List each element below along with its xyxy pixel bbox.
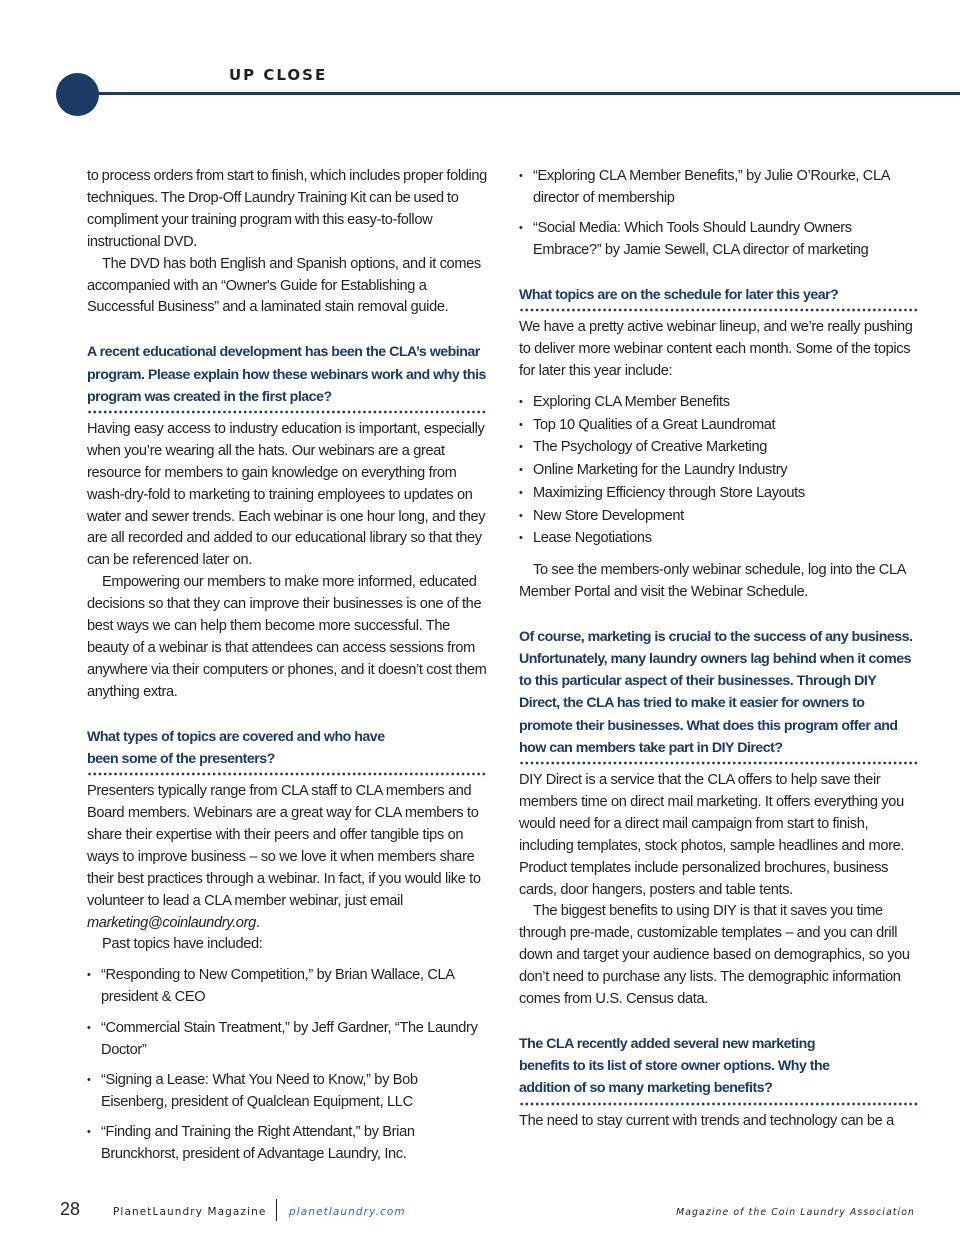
answer-paragraph: The biggest benefits to using DIY is that it saves you time through pre-made, customizable templates – and you can drill down and target your audience based on demographics, so you don’t need to purchase any lists. The demographic information comes from U.S. Census data. <box>519 903 910 1008</box>
answer-paragraph: We have a pretty active webinar lineup, and we’re really pushing to deliver more webinar content each month. Some of the topics for later this year include: <box>519 319 913 380</box>
section-title: UP CLOSE <box>229 66 328 84</box>
left-column <box>87 166 487 1166</box>
email-link[interactable]: marketing@coinlaundry.org <box>87 914 256 931</box>
past-topics-list-continued <box>519 166 919 262</box>
list-item: • “Exploring CLA Member Benefits,” by Julie O’Rourke, CLA director of membership <box>519 166 919 210</box>
website-link[interactable]: planetlaundry.com <box>289 1206 406 1218</box>
past-topics-list <box>87 965 487 1166</box>
answer-text: Presenters typically range from CLA staff to CLA members and Board members. Webinars are a great way for CLA members to share their expertise with their peers and offer tangible tips on ways to improve business – so we love it when members share their best practices through a webinar. In fact, if you would like to volunteer to lead a CLA member webinar, just email <box>87 783 481 909</box>
page-number: 28 <box>60 1199 81 1219</box>
list-item: • Online Marketing for the Laundry Industry <box>519 460 919 482</box>
upcoming-topics-list <box>519 392 919 550</box>
dotted-rule <box>87 771 487 777</box>
list-item: • “Finding and Training the Right Attendant,” by Brian Brunckhorst, president of Advantage Laundry, Inc. <box>87 1122 487 1166</box>
interview-question: A recent educational development has been the CLA’s webinar program. Please explain how these webinars work and why this program was created in the first place? <box>87 344 486 405</box>
dotted-rule <box>519 1101 919 1107</box>
footer-divider <box>276 1199 277 1221</box>
list-item: • Top 10 Qualities of a Great Laundromat <box>519 415 919 437</box>
header-rule <box>78 92 960 95</box>
list-item: • The Psychology of Creative Marketing <box>519 437 919 459</box>
list-item: • Maximizing Efficiency through Store Layouts <box>519 483 919 505</box>
dotted-rule <box>519 307 919 313</box>
list-item: • “Commercial Stain Treatment,” by Jeff Gardner, “The Laundry Doctor” <box>87 1018 487 1062</box>
list-item: • “Signing a Lease: What You Need to Know,” by Bob Eisenberg, president of Qualclean Equipment, LLC <box>87 1070 487 1114</box>
list-item: • Exploring CLA Member Benefits <box>519 392 919 414</box>
list-item: • “Responding to New Competition,” by Brian Wallace, CLA president & CEO <box>87 965 487 1009</box>
interview-question: What topics are on the schedule for later this year? <box>519 287 839 304</box>
interview-question: What types of topics are covered and who have been some of the presenters? <box>87 728 385 767</box>
sentence-period: . <box>255 914 260 931</box>
answer-paragraph <box>87 781 487 934</box>
answer-paragraph: Past topics have included: <box>102 936 263 953</box>
right-column <box>519 166 919 1132</box>
list-item: • New Store Development <box>519 506 919 528</box>
interview-question: Of course, marketing is crucial to the success of any business. Unfortunately, many laundry owners lag behind when it comes to this particular aspect of their businesses. Through DIY Direct, the CLA has tried to make it easier for owners to promote their businesses. What does this program offer and how can members take part in DIY Direct? <box>519 628 913 756</box>
list-item: • Lease Negotiations <box>519 528 919 550</box>
magazine-name: PlanetLaundry Magazine <box>113 1206 267 1218</box>
answer-paragraph: Having easy access to industry education is important, especially when you’re wearing all the hats. Our webinars are a great resource for members to gain knowledge on everything from wash-dry-fold to marketing to training employees to updates on water and sewer trends. Each webinar is one hour long, and they are all recorded and added to our educational library so that they can be referenced later on. <box>87 420 486 569</box>
dotted-rule <box>87 409 487 415</box>
page-header <box>0 0 960 120</box>
magazine-tagline: Magazine of the Coin Laundry Association <box>676 1207 915 1218</box>
interview-question: The CLA recently added several new marketing benefits to its list of store owner options. Why the addition of so many marketing benefits? <box>519 1035 830 1097</box>
answer-paragraph: To see the members-only webinar schedule, log into the CLA Member Portal and visit the Webinar Schedule. <box>519 561 906 600</box>
page-footer <box>0 1195 960 1235</box>
body-paragraph: to process orders from start to finish, which includes proper folding techniques. The Drop-Off Laundry Training Kit can be used to compliment your training program with this easy-to-follow instructional DVD. <box>87 168 487 250</box>
list-item: • “Social Media: Which Tools Should Laundry Owners Embrace?” by Jamie Sewell, CLA director of marketing <box>519 218 919 262</box>
dotted-rule <box>519 760 919 766</box>
answer-paragraph: The need to stay current with trends and technology can be a <box>519 1112 894 1129</box>
body-paragraph: The DVD has both English and Spanish options, and it comes accompanied with an “Owner's Guide for Establishing a Successful Business” and a laminated stain removal guide. <box>87 255 481 316</box>
answer-paragraph: Empowering our members to make more informed, educated decisions so that they can improve their businesses is one of the best ways we can help them become more successful. The beauty of a webinar is that attendees can access sessions from anywhere via their computers or phones, and it doesn’t cost them anything extra. <box>87 574 487 700</box>
answer-paragraph: DIY Direct is a service that the CLA offers to help save their members time on direct mail marketing. It offers everything you would need for a direct mail campaign from start to finish, including templates, stock photos, sample headlines and more. Product templates include personalized brochures, business cards, door hangers, posters and table tents. <box>519 772 905 898</box>
